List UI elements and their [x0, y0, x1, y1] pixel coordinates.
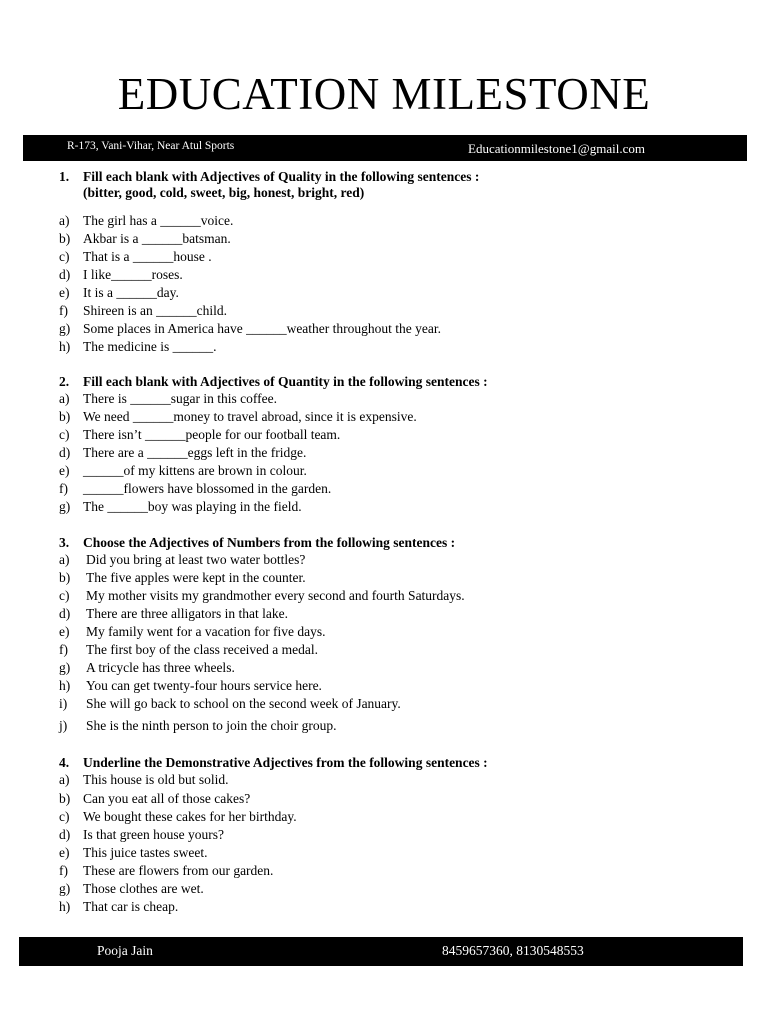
item-text: She will go back to school on the second week of January.: [86, 696, 401, 711]
item-letter: e): [59, 845, 70, 860]
footer-bar: [19, 937, 743, 966]
question-number: 1.: [59, 169, 70, 184]
item-text: We need ______money to travel abroad, since it is expensive.: [83, 409, 417, 424]
list-item: [59, 320, 441, 338]
list-item: [59, 605, 288, 623]
item-text: I like______roses.: [83, 267, 183, 282]
item-letter: f): [59, 642, 68, 657]
item-letter: c): [59, 809, 70, 824]
list-item: [59, 771, 229, 789]
list-item: [59, 480, 331, 498]
list-item: [59, 898, 178, 916]
item-letter: g): [59, 881, 71, 896]
question-number: 3.: [59, 535, 70, 550]
item-letter: i): [59, 696, 68, 711]
list-item: [59, 338, 216, 356]
item-letter: a): [59, 213, 70, 228]
list-item: [59, 408, 417, 426]
question-heading: [59, 755, 488, 771]
item-text: Akbar is a ______batsman.: [83, 231, 231, 246]
list-item: [59, 551, 305, 569]
item-letter: d): [59, 827, 71, 842]
item-letter: e): [59, 463, 70, 478]
item-letter: b): [59, 791, 71, 806]
item-letter: d): [59, 445, 71, 460]
list-item: [59, 266, 183, 284]
list-item: [59, 230, 231, 248]
item-text: Some places in America have ______weather throughout the year.: [83, 321, 442, 336]
item-text: My mother visits my grandmother every second and fourth Saturdays.: [86, 588, 465, 603]
item-text: She is the ninth person to join the choir group.: [86, 718, 337, 733]
list-item: [59, 569, 306, 587]
phone-numbers: 8459657360, 8130548553: [442, 943, 584, 958]
item-text: The girl has a ______voice.: [83, 213, 234, 228]
item-letter: h): [59, 678, 71, 693]
item-letter: c): [59, 588, 70, 603]
item-text: The first boy of the class received a medal.: [86, 642, 319, 657]
item-text: Can you eat all of those cakes?: [83, 791, 251, 806]
item-letter: b): [59, 231, 71, 246]
list-item: [59, 248, 212, 266]
list-item: [59, 426, 340, 444]
list-item: [59, 390, 277, 408]
list-item: [59, 498, 302, 516]
question-number: 2.: [59, 374, 70, 389]
item-letter: f): [59, 303, 68, 318]
item-letter: g): [59, 660, 71, 675]
item-letter: a): [59, 772, 70, 787]
list-item: [59, 880, 204, 898]
question-title: Underline the Demonstrative Adjectives from the following sentences :: [83, 755, 488, 770]
item-text: Those clothes are wet.: [83, 881, 204, 896]
item-letter: c): [59, 249, 70, 264]
item-letter: b): [59, 409, 71, 424]
item-text: There are a ______eggs left in the fridge.: [83, 445, 307, 460]
list-item: [59, 444, 306, 462]
item-text: ______of my kittens are brown in colour.: [83, 463, 307, 478]
list-item: [59, 587, 465, 605]
item-text: We bought these cakes for her birthday.: [83, 809, 297, 824]
list-item: [59, 623, 326, 641]
list-item: [59, 808, 297, 826]
item-letter: a): [59, 391, 70, 406]
item-letter: e): [59, 285, 70, 300]
item-letter: f): [59, 481, 68, 496]
item-letter: a): [59, 552, 70, 567]
item-text: Did you bring at least two water bottles?: [86, 552, 306, 567]
question-title: Fill each blank with Adjectives of Quantity in the following sentences :: [83, 374, 488, 389]
item-text: These are flowers from our garden.: [83, 863, 274, 878]
question-number: 4.: [59, 755, 70, 770]
item-text: You can get twenty-four hours service here.: [86, 678, 322, 693]
question-subheading: (bitter, good, cold, sweet, big, honest, bright, red): [83, 185, 365, 200]
list-item: [59, 695, 401, 713]
list-item: [59, 717, 336, 735]
item-letter: d): [59, 267, 71, 282]
item-text: There is ______sugar in this coffee.: [83, 391, 277, 406]
list-item: [59, 790, 250, 808]
item-letter: g): [59, 321, 71, 336]
item-text: Shireen is an ______child.: [83, 303, 227, 318]
item-text: The medicine is ______.: [83, 339, 217, 354]
item-text: There isn’t ______people for our football team.: [83, 427, 341, 442]
list-item: [59, 677, 322, 695]
item-letter: h): [59, 339, 71, 354]
page-title: EDUCATION MILESTONE: [117, 69, 651, 119]
question-heading: [59, 374, 488, 390]
item-text: ______flowers have blossomed in the garden.: [83, 481, 332, 496]
item-text: There are three alligators in that lake.: [86, 606, 289, 621]
question-title: Choose the Adjectives of Numbers from the following sentences :: [83, 535, 456, 550]
item-text: Is that green house yours?: [83, 827, 224, 842]
list-item: [59, 659, 235, 677]
item-text: My family went for a vacation for five days.: [86, 624, 326, 639]
address-text: R-173, Vani-Vihar, Near Atul Sports: [67, 140, 235, 152]
list-item: [59, 844, 207, 862]
item-text: That car is cheap.: [83, 899, 179, 914]
item-letter: b): [59, 570, 71, 585]
item-text: This juice tastes sweet.: [83, 845, 208, 860]
item-letter: g): [59, 499, 71, 514]
question-heading: [59, 535, 455, 551]
item-text: The five apples were kept in the counter.: [86, 570, 306, 585]
question-heading: [59, 169, 479, 201]
item-letter: f): [59, 863, 68, 878]
item-text: This house is old but solid.: [83, 772, 229, 787]
list-item: [59, 284, 179, 302]
list-item: [59, 862, 273, 880]
item-text: A tricycle has three wheels.: [86, 660, 235, 675]
list-item: [59, 302, 227, 320]
header-bar: [23, 135, 747, 161]
list-item: [59, 826, 224, 844]
item-text: It is a ______day.: [83, 285, 179, 300]
list-item: [59, 212, 233, 230]
item-letter: d): [59, 606, 71, 621]
item-text: The ______boy was playing in the field.: [83, 499, 302, 514]
list-item: [59, 462, 307, 480]
item-letter: h): [59, 899, 71, 914]
item-letter: j): [59, 718, 68, 733]
list-item: [59, 641, 318, 659]
email-text: Educationmilestone1@gmail.com: [468, 141, 645, 156]
item-letter: e): [59, 624, 70, 639]
item-letter: c): [59, 427, 70, 442]
item-text: That is a ______house .: [83, 249, 212, 264]
author-name: Pooja Jain: [97, 943, 153, 958]
question-title: Fill each blank with Adjectives of Quality in the following sentences :: [83, 169, 480, 184]
